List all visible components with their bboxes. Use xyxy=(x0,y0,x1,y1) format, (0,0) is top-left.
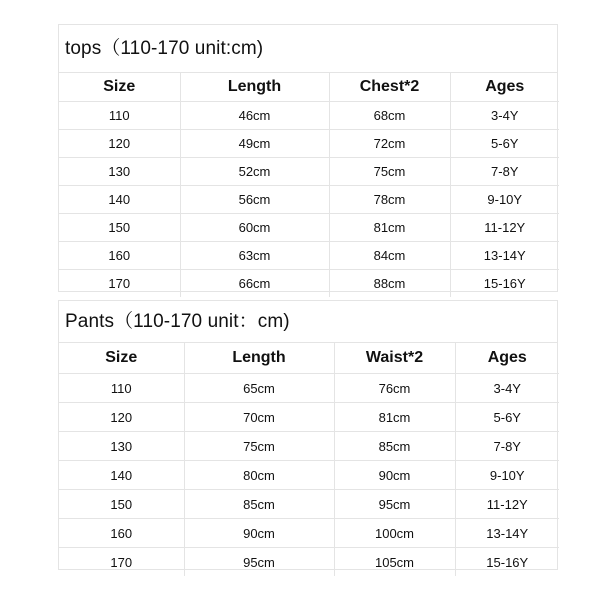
table-row xyxy=(59,432,559,461)
waist-cell: 90cm xyxy=(334,461,455,490)
size-column-header: Size xyxy=(105,349,138,366)
size-cell: 110 xyxy=(59,374,184,403)
ages-column-header: Ages xyxy=(450,73,559,102)
table-row xyxy=(59,186,559,214)
ages-column-header: Ages xyxy=(455,343,559,374)
table-header-row xyxy=(59,343,559,374)
table-row xyxy=(59,519,559,548)
ages-cell: 13-14Y xyxy=(450,242,559,270)
ages-cell: 7-8Y xyxy=(455,432,559,461)
length-cell: 70cm xyxy=(184,403,334,432)
ages-cell: 5-6Y xyxy=(455,403,559,432)
size-cell: 120 xyxy=(59,130,180,158)
chest-cell: 68cm xyxy=(329,102,450,130)
waist-cell: 105cm xyxy=(334,548,455,577)
pants-chart-title: Pants（110-170 unit：cm) xyxy=(59,301,557,343)
table-row xyxy=(59,461,559,490)
ages-cell: 9-10Y xyxy=(450,186,559,214)
ages-cell: 5-6Y xyxy=(450,130,559,158)
waist-cell: 76cm xyxy=(334,374,455,403)
length-cell: 56cm xyxy=(180,186,329,214)
table-row xyxy=(59,102,559,130)
chest-cell: 78cm xyxy=(329,186,450,214)
table-row xyxy=(59,158,559,186)
length-cell: 63cm xyxy=(180,242,329,270)
table-row xyxy=(59,242,559,270)
table-row xyxy=(59,403,559,432)
table-row xyxy=(59,270,559,298)
size-cell: 170 xyxy=(59,270,180,298)
chest-cell: 81cm xyxy=(329,214,450,242)
size-cell: 150 xyxy=(59,490,184,519)
size-cell: 170 xyxy=(59,548,184,577)
tops-size-chart xyxy=(58,24,558,292)
ages-cell: 11-12Y xyxy=(455,490,559,519)
table-header-row xyxy=(59,73,559,102)
chest-cell: 88cm xyxy=(329,270,450,298)
length-column-header: Length xyxy=(180,73,329,102)
length-cell: 46cm xyxy=(180,102,329,130)
ages-cell: 11-12Y xyxy=(450,214,559,242)
chest-column-header: Chest*2 xyxy=(329,73,450,102)
pants-size-chart xyxy=(58,300,558,570)
table-row xyxy=(59,374,559,403)
table-row xyxy=(59,130,559,158)
pants-size-table xyxy=(59,343,559,576)
length-cell: 65cm xyxy=(184,374,334,403)
size-cell: 110 xyxy=(59,102,180,130)
waist-cell: 95cm xyxy=(334,490,455,519)
length-cell: 80cm xyxy=(184,461,334,490)
length-cell: 90cm xyxy=(184,519,334,548)
table-row xyxy=(59,214,559,242)
table-row xyxy=(59,490,559,519)
size-cell: 150 xyxy=(59,214,180,242)
size-cell: 130 xyxy=(59,158,180,186)
chest-cell: 75cm xyxy=(329,158,450,186)
length-cell: 95cm xyxy=(184,548,334,577)
waist-column-header: Waist*2 xyxy=(334,343,455,374)
size-cell: 160 xyxy=(59,242,180,270)
length-cell: 75cm xyxy=(184,432,334,461)
chest-cell: 72cm xyxy=(329,130,450,158)
length-cell: 49cm xyxy=(180,130,329,158)
waist-cell: 100cm xyxy=(334,519,455,548)
chest-cell: 84cm xyxy=(329,242,450,270)
ages-cell: 13-14Y xyxy=(455,519,559,548)
table-row xyxy=(59,548,559,577)
size-cell: 130 xyxy=(59,432,184,461)
waist-cell: 85cm xyxy=(334,432,455,461)
length-cell: 52cm xyxy=(180,158,329,186)
ages-cell: 15-16Y xyxy=(455,548,559,577)
length-cell: 85cm xyxy=(184,490,334,519)
size-cell: 120 xyxy=(59,403,184,432)
ages-cell: 3-4Y xyxy=(450,102,559,130)
tops-chart-title: tops（110-170 unit:cm) xyxy=(59,25,557,73)
ages-cell: 9-10Y xyxy=(455,461,559,490)
size-column-header: Size xyxy=(103,78,136,95)
length-column-header: Length xyxy=(184,343,334,374)
ages-cell: 3-4Y xyxy=(455,374,559,403)
size-cell: 140 xyxy=(59,461,184,490)
length-cell: 60cm xyxy=(180,214,329,242)
size-cell: 160 xyxy=(59,519,184,548)
ages-cell: 7-8Y xyxy=(450,158,559,186)
length-cell: 66cm xyxy=(180,270,329,298)
waist-cell: 81cm xyxy=(334,403,455,432)
tops-size-table xyxy=(59,73,559,297)
ages-cell: 15-16Y xyxy=(450,270,559,298)
size-cell: 140 xyxy=(59,186,180,214)
